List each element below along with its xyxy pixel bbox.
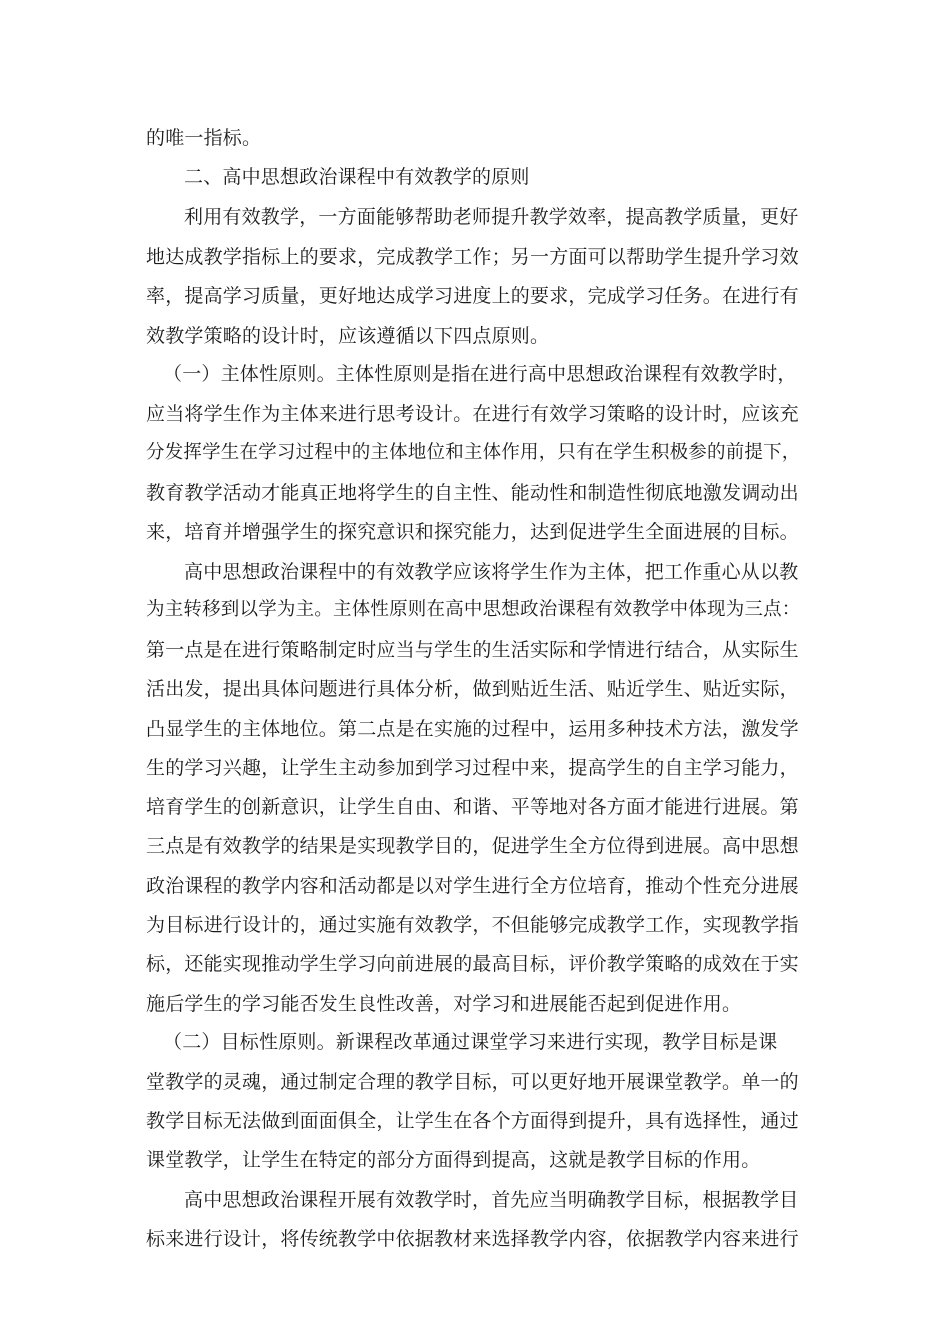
text-line: （二）目标性原则。新课程改革通过课堂学习来进行实现，教学目标是课 [163, 1031, 778, 1053]
text-line: 政治课程的教学内容和活动都是以对学生进行全方位培育，推动个性充分进展 [146, 875, 799, 897]
text-line: 应当将学生作为主体来进行思考设计。在进行有效学习策略的设计时，应该充 [146, 403, 799, 425]
text-line: 标来进行设计，将传统教学中依据教材来选择教学内容，依据教学内容来进行 [146, 1228, 799, 1250]
text-line: 高中思想政治课程开展有效教学时，首先应当明确教学目标，根据教学目 [184, 1189, 799, 1211]
text-line: 率，提高学习质量，更好地达成学习进度上的要求，完成学习任务。在进行有 [146, 285, 799, 307]
text-line: 地达成教学指标上的要求，完成教学工作；另一方面可以帮助学生提升学习效 [146, 246, 799, 268]
text-line: 培育学生的创新意识，让学生自由、和谐、平等地对各方面才能进行进展。第 [146, 796, 799, 818]
text-line: 为主转移到以学为主。主体性原则在高中思想政治课程有效教学中体现为三点： [146, 599, 801, 620]
text-line: 的唯一指标。 [146, 127, 262, 149]
text-line: 教育教学活动才能真正地将学生的自主性、能动性和制造性彻底地激发调动出 [146, 482, 799, 504]
text-line: 三点是有效教学的结果是实现教学目的，促进学生全方位得到进展。高中思想 [146, 835, 799, 857]
text-line: 课堂教学，让学生在特定的部分方面得到提高，这就是教学目标的作用。 [146, 1149, 761, 1171]
section-heading: 二、高中思想政治课程中有效教学的原则 [184, 166, 530, 188]
text-line: 高中思想政治课程中的有效教学应该将学生作为主体，把工作重心从以教 [184, 561, 799, 583]
text-line: 标，还能实现推动学生学习向前进展的最高目标，评价教学策略的成效在于实 [146, 953, 799, 975]
text-line: 来，培育并增强学生的探究意识和探究能力，达到促进学生全面进展的目标。 [146, 521, 799, 543]
text-line: （一）主体性原则。主体性原则是指在进行高中思想政治课程有效教学时， [163, 363, 797, 385]
text-line: 凸显学生的主体地位。第二点是在实施的过程中，运用多种技术方法，激发学 [146, 718, 799, 740]
text-line: 利用有效教学，一方面能够帮助老师提升教学效率，提高教学质量，更好 [184, 206, 799, 228]
text-line: 教学目标无法做到面面俱全，让学生在各个方面得到提升，具有选择性，通过 [146, 1110, 799, 1132]
text-line: 活出发，提出具体问题进行具体分析，做到贴近生活、贴近学生、贴近实际， [146, 678, 799, 700]
text-line: 分发挥学生在学习过程中的主体地位和主体作用，只有在学生积极参的前提下， [146, 442, 801, 463]
text-line: 堂教学的灵魂，通过制定合理的教学目标，可以更好地开展课堂教学。单一的 [146, 1071, 799, 1093]
text-line: 施后学生的学习能否发生良性改善，对学习和进展能否起到促进作用。 [146, 993, 742, 1015]
text-line: 效教学策略的设计时，应该遵循以下四点原则。 [146, 325, 550, 347]
text-line: 为目标进行设计的，通过实施有效教学，不但能够完成教学工作，实现教学指 [146, 914, 799, 936]
text-line: 第一点是在进行策略制定时应当与学生的生活实际和学情进行结合，从实际生 [146, 639, 799, 661]
text-line: 生的学习兴趣，让学生主动参加到学习过程中来，提高学生的自主学习能力， [146, 757, 799, 779]
